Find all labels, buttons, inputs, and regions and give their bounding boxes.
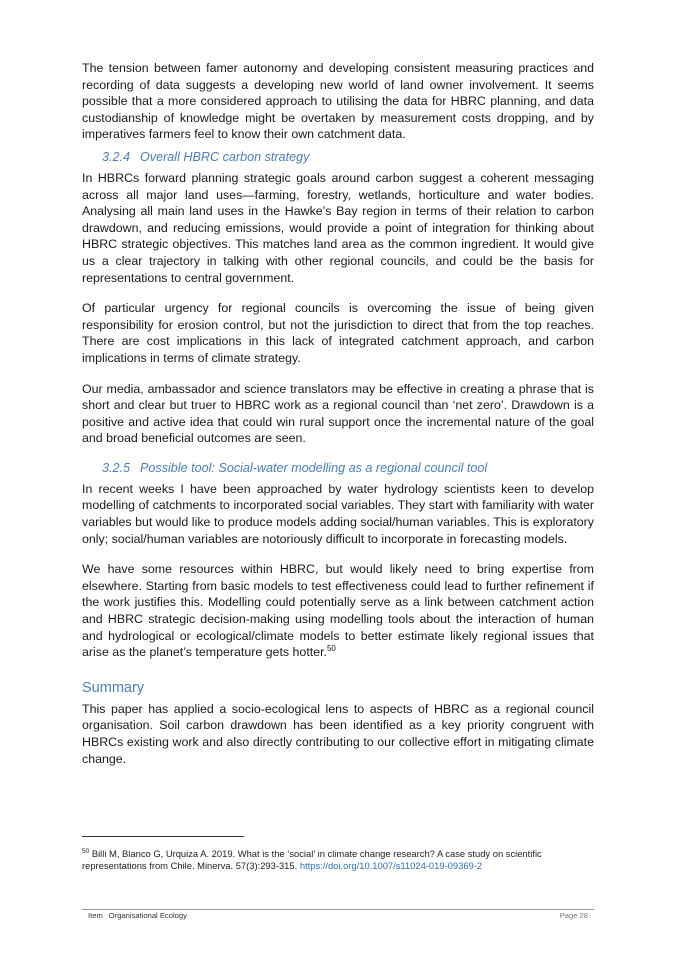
section-number: 3.2.4 (102, 149, 131, 164)
intro-paragraph: The tension between famer autonomy and developing consistent measuring practices and recording of data suggests a developing new world of land owner involvement. It seems possible that a more considered approach to utilising the data for HBRC planning, and data custodianship of knowledge might be overtaken by measurement costs dropping, and by imperatives farmers feel to know their own catchment data. (82, 61, 594, 142)
summary-paragraph: This paper has applied a socio-ecological lens to aspects of HBRC as a regional council organisation. Soil carbon drawdown has been identified as a key priority congruent with HBRCs existing work and also directly contributing to our collective effort in mitigating climate change. (82, 701, 594, 766)
footer-item-label: Item (88, 911, 103, 920)
footnote-text: Billi M, Blanco G, Urquiza A. 2019. What is the ‘social’ in climate change research? A case study on scientific representations from Chile. Minerva. 57(3):293-315. (82, 848, 542, 872)
summary-heading: Summary (82, 679, 145, 696)
paragraph: Our media, ambassador and science translators may be effective in creating a phrase that is short and clear but truer to HBRC work as a regional council than ‘net zero’. Drawdown is a positive and active idea that could win rural support once the incremental nature of the goal and broad beneficial outcomes are seen. (82, 381, 594, 446)
paragraph: Of particular urgency for regional councils is overcoming the issue of being given responsibility for erosion control, but not the jurisdiction to direct that from the top reaches. There are cost implications in this lack of integrated catchment approach, and carbon implications in terms of climate strategy. (82, 301, 594, 365)
footer-divider (82, 909, 594, 910)
paragraph-text: We have some resources within HBRC, but would likely need to bring expertise from elsewhere. Starting from basic models to test effectiveness could lead to further refinement if the work justifies this. Modelling could potentially serve as a link between catchment action and HBRC strategic decision-making using modelling tools about the interaction of human and hydrological or ecological/climate models to better estimate likely regional issues that arise as the planet’s temperature gets hotter. (82, 562, 594, 660)
footnote-doi-link[interactable]: https://doi.org/10.1007/s11024-019-09369-2 (299, 860, 483, 872)
section-heading-3-2-5 (82, 460, 594, 476)
section-number: 3.2.5 (102, 460, 131, 475)
section-heading-3-2-4 (82, 149, 594, 165)
paragraph: In HBRCs forward planning strategic goals around carbon suggest a coherent messaging across all major land uses—farming, forestry, wetlands, horticulture and water bodies. Analysing all main land uses in the Hawke’s Bay region in terms of their relation to carbon drawdown, and reducing emissions, would provide a point of integration for thinking about HBRC strategic objectives. This matches land area as the common ingredient. It would give us a clear trajectory in talking with other regional councils, and could be the basis for representations to central government. (82, 170, 594, 285)
footnote-number: 50 (82, 847, 90, 855)
page-number: Page 28 (559, 911, 588, 920)
section-title: Possible tool: Social-water modelling as a regional council tool (140, 460, 488, 475)
footnote-reference[interactable]: 50 (326, 644, 336, 654)
footnote-separator (82, 836, 244, 837)
footer-section-label: Organisational Ecology (108, 911, 187, 920)
paragraph (82, 561, 594, 661)
paragraph: In recent weeks I have been approached by water hydrology scientists keen to develop modelling of catchments to incorporated social variables. They start with familiarity with water variables but would like to produce models adding social/human variables. This is exploratory only; social/human variables are notoriously difficult to incorporate in forecasting models. (82, 481, 594, 546)
section-title: Overall HBRC carbon strategy (140, 149, 310, 164)
footnote (82, 848, 594, 873)
document-body (82, 60, 594, 767)
